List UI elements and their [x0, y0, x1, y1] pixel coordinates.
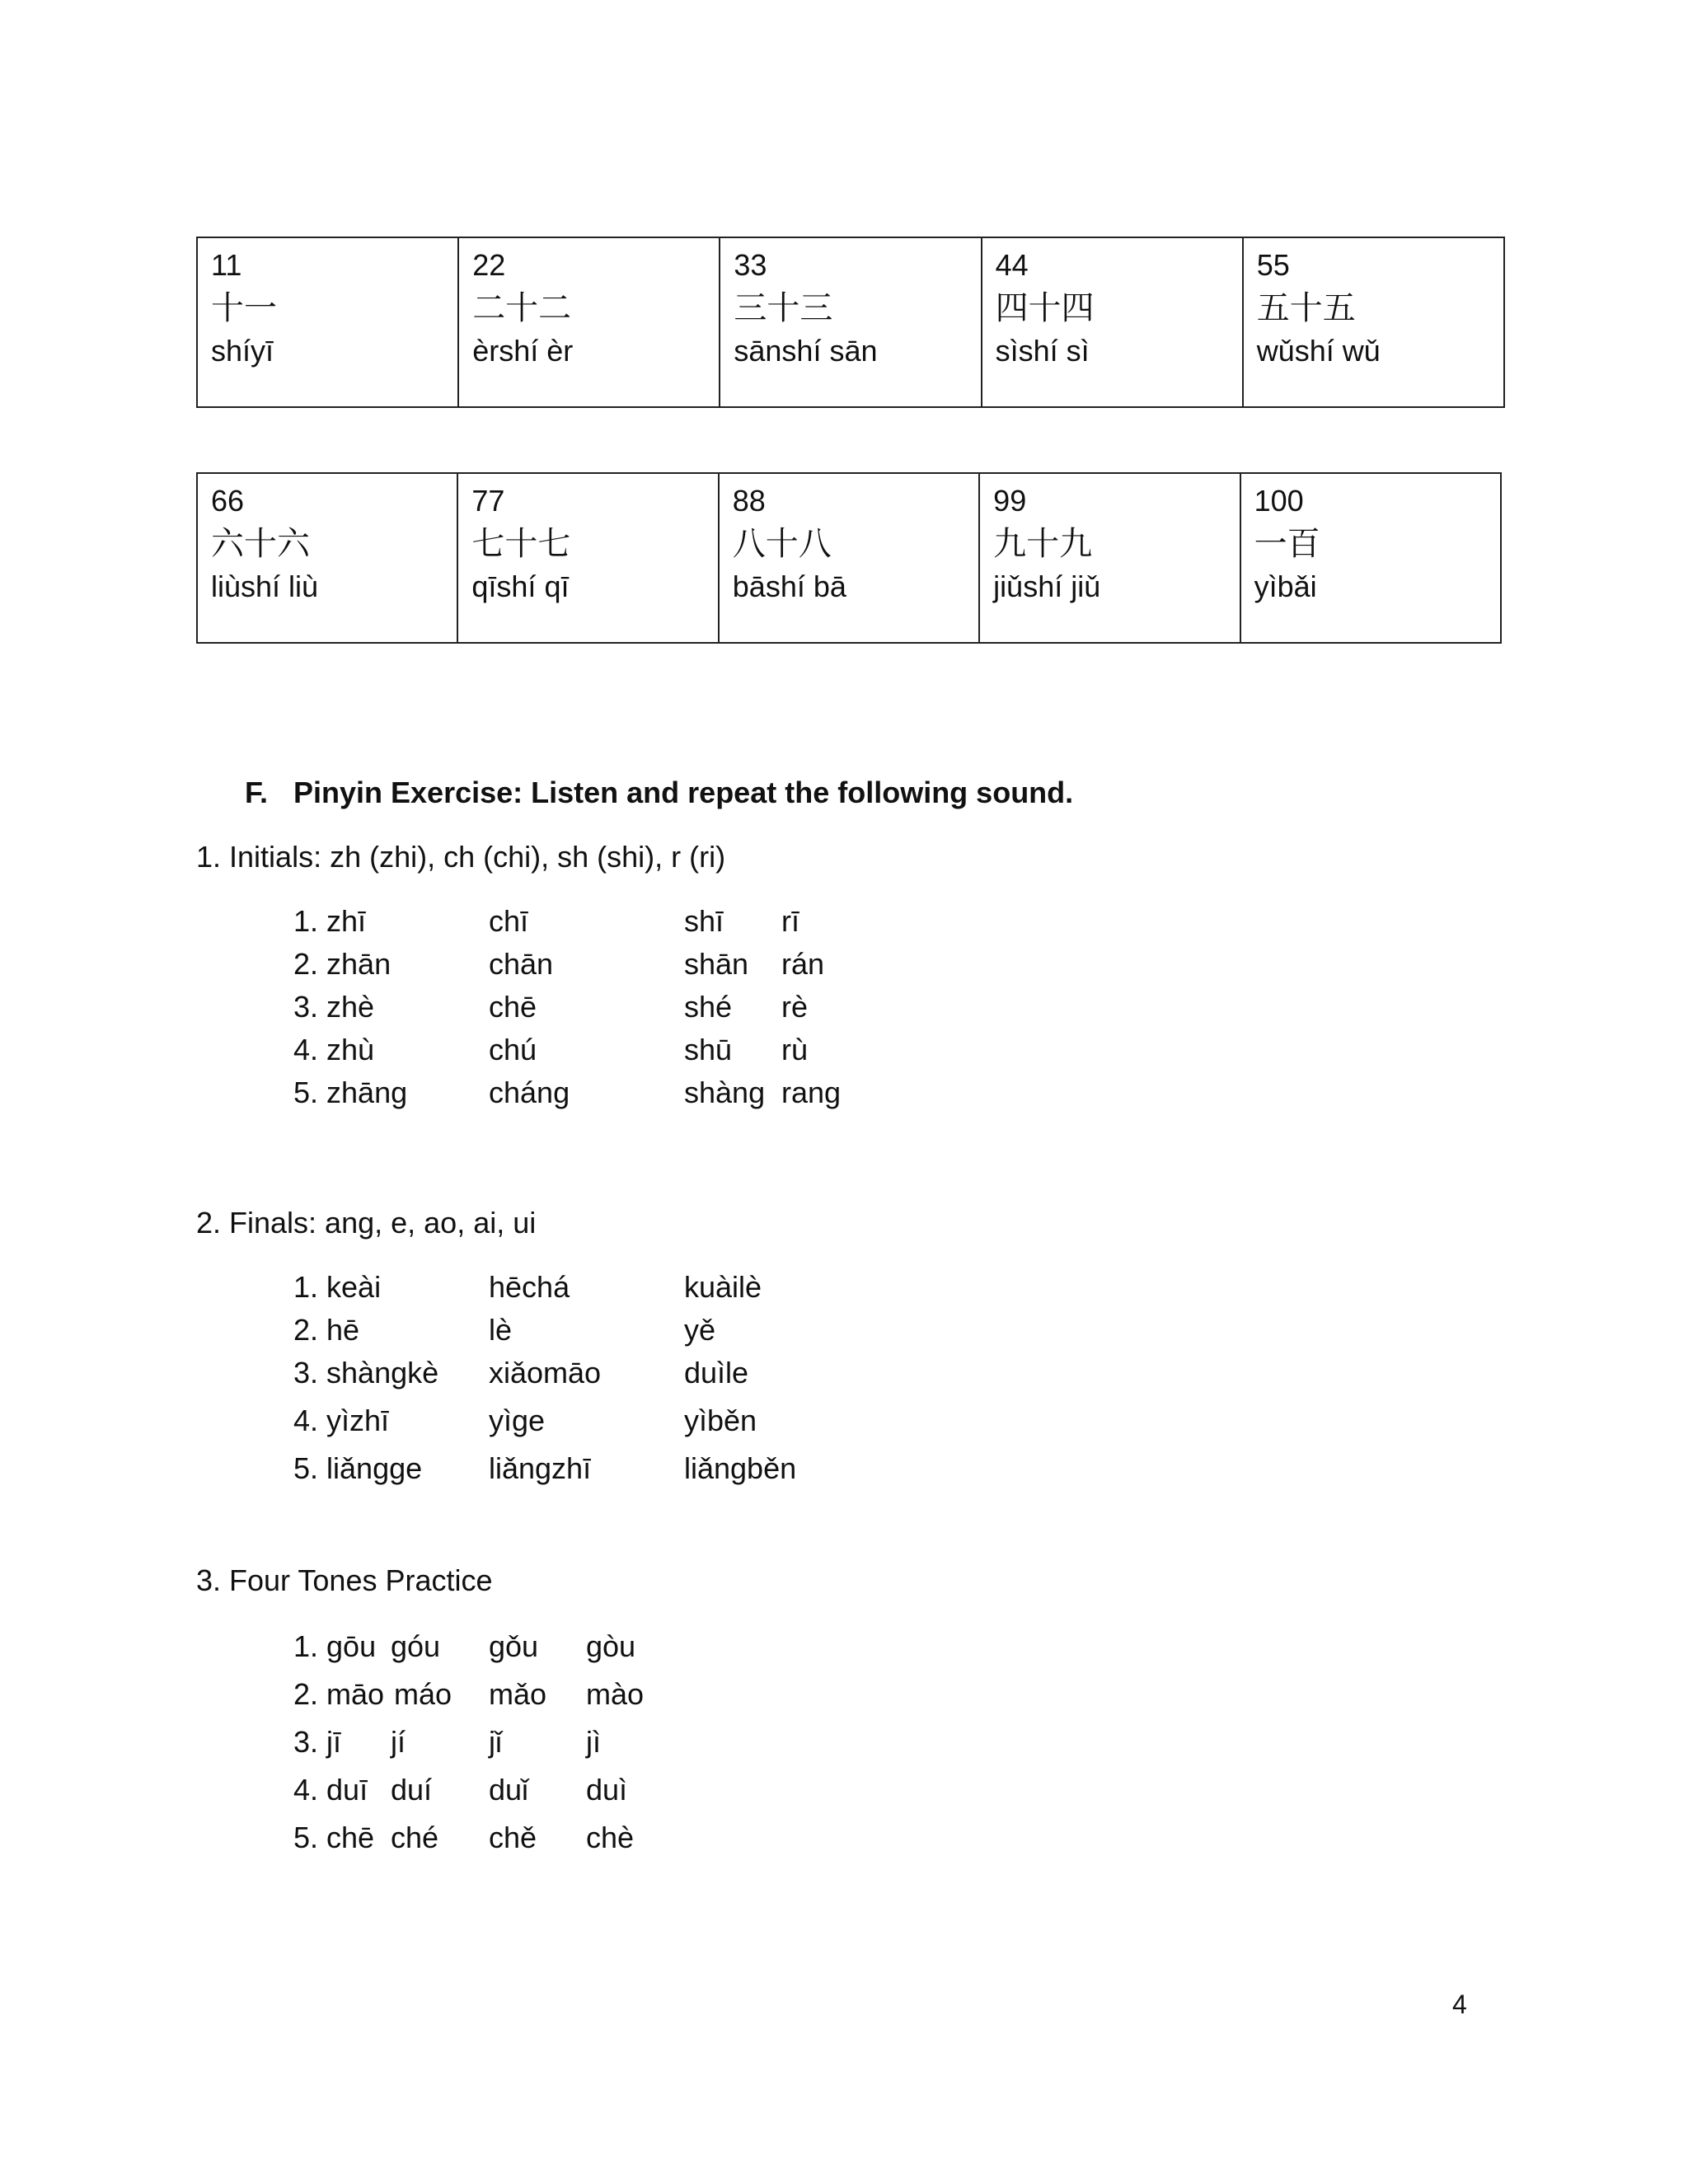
list-item: shī [684, 904, 724, 938]
section-heading: Pinyin Exercise: Listen and repeat the following sound. [293, 776, 1074, 809]
cell-number: 99 [993, 484, 1027, 518]
cell-hanzi: 七十七 [471, 525, 571, 563]
list-item: kuàilè [684, 1270, 762, 1304]
list-item: ché [391, 1821, 439, 1854]
list-item: jǐ [489, 1725, 502, 1759]
cell-hanzi: 十一 [211, 289, 277, 327]
list-item: 4. zhù [293, 1033, 375, 1066]
cell-pinyin: wǔshí wǔ [1256, 334, 1381, 368]
cell-number: 44 [995, 248, 1029, 282]
list-item: 5. liǎngge [293, 1451, 423, 1485]
list-item: rán [781, 947, 825, 981]
list-item: 2. hē [293, 1313, 360, 1347]
number-cell [458, 237, 720, 407]
list-item: 5. chē [293, 1821, 375, 1854]
list-item: 3. jī [293, 1725, 342, 1759]
list-item: 3. zhè [293, 990, 375, 1024]
list-item: chē [489, 990, 537, 1024]
cell-pinyin: qīshí qī [471, 569, 570, 603]
cell-hanzi: 九十九 [993, 525, 1093, 563]
numbers-table-1 [196, 237, 1505, 408]
cell-pinyin: yìbǎi [1254, 569, 1317, 603]
list-item: rī [781, 904, 799, 938]
number-cell [1243, 237, 1504, 407]
list-item: chī [489, 904, 529, 938]
list-item: jì [586, 1725, 601, 1759]
finals-title: 2. Finals: ang, e, ao, ai, ui [196, 1206, 537, 1240]
table-row [197, 237, 1504, 407]
number-cell [979, 473, 1240, 643]
list-item: duǐ [489, 1773, 529, 1807]
list-item: liǎngzhī [489, 1451, 592, 1485]
list-item: xiǎomāo [489, 1356, 602, 1390]
cell-hanzi: 六十六 [211, 525, 310, 563]
list-item: hēchá [489, 1270, 570, 1304]
cell-pinyin: liùshí liù [211, 569, 319, 603]
tones-title: 3. Four Tones Practice [196, 1563, 493, 1597]
list-item: gǒu [489, 1629, 539, 1663]
list-item: chè [586, 1821, 635, 1854]
list-item: 3. shàngkè [293, 1356, 439, 1390]
cell-hanzi: 一百 [1254, 525, 1320, 563]
cell-hanzi: 三十三 [734, 289, 833, 327]
list-item: chú [489, 1033, 537, 1066]
list-item: yìge [489, 1404, 546, 1437]
cell-pinyin: sānshí sān [734, 334, 878, 368]
number-cell [720, 237, 981, 407]
list-item: duí [391, 1773, 433, 1807]
list-item: 4. yìzhī [293, 1404, 390, 1437]
cell-hanzi: 二十二 [472, 289, 572, 327]
list-item: 2. zhān [293, 947, 392, 981]
list-item: duì [586, 1773, 628, 1807]
list-item: chě [489, 1821, 537, 1854]
list-item: cháng [489, 1076, 570, 1109]
cell-pinyin: bāshí bā [732, 569, 846, 603]
list-item: 5. zhāng [293, 1076, 408, 1109]
list-item: mǎo [489, 1677, 547, 1711]
list-item: shé [684, 990, 733, 1024]
number-cell [982, 237, 1243, 407]
list-item: lè [489, 1313, 513, 1347]
cell-number: 100 [1254, 484, 1304, 518]
list-item: 1. zhī [293, 904, 367, 938]
initials-title: 1. Initials: zh (zhi), ch (chi), sh (shi), r (ri) [196, 840, 726, 874]
number-cell [719, 473, 979, 643]
cell-hanzi: 四十四 [995, 289, 1095, 327]
cell-hanzi: 八十八 [732, 525, 832, 563]
list-item: yìběn [684, 1404, 757, 1437]
list-item: mào [586, 1677, 645, 1711]
list-item: 1. keài [293, 1270, 382, 1304]
list-item: 2. māo [293, 1677, 385, 1711]
cell-number: 22 [472, 248, 506, 282]
list-item: góu [391, 1629, 441, 1663]
list-item: liǎngběn [684, 1451, 797, 1485]
cell-hanzi: 五十五 [1256, 289, 1356, 327]
number-cell [197, 473, 457, 643]
list-item: duìle [684, 1356, 749, 1390]
number-cell [457, 473, 718, 643]
cell-pinyin: shíyī [211, 334, 274, 368]
number-cell [197, 237, 458, 407]
numbers-table-2 [196, 472, 1502, 644]
page-number: 4 [1452, 1990, 1467, 2019]
cell-number: 77 [471, 484, 505, 518]
cell-number: 55 [1256, 248, 1290, 282]
number-cell [1240, 473, 1501, 643]
list-item: shū [684, 1033, 733, 1066]
list-item: rang [781, 1076, 842, 1109]
list-item: chān [489, 947, 554, 981]
list-item: shān [684, 947, 749, 981]
cell-pinyin: jiǔshí jiǔ [993, 569, 1101, 603]
table-row [197, 473, 1501, 643]
list-item: yě [684, 1313, 716, 1347]
list-item: gòu [586, 1629, 636, 1663]
list-item: máo [394, 1677, 452, 1711]
cell-number: 33 [734, 248, 767, 282]
list-item: rè [781, 990, 809, 1024]
section-letter: F. [245, 776, 269, 809]
list-item: 1. gōu [293, 1629, 377, 1663]
cell-pinyin: èrshí èr [472, 334, 574, 368]
cell-number: 88 [732, 484, 766, 518]
list-item: shàng [684, 1076, 766, 1109]
list-item: rù [781, 1033, 809, 1066]
cell-number: 11 [211, 248, 242, 282]
list-item: jí [391, 1725, 406, 1759]
cell-pinyin: sìshí sì [995, 334, 1090, 368]
cell-number: 66 [211, 484, 245, 518]
list-item: 4. duī [293, 1773, 368, 1807]
